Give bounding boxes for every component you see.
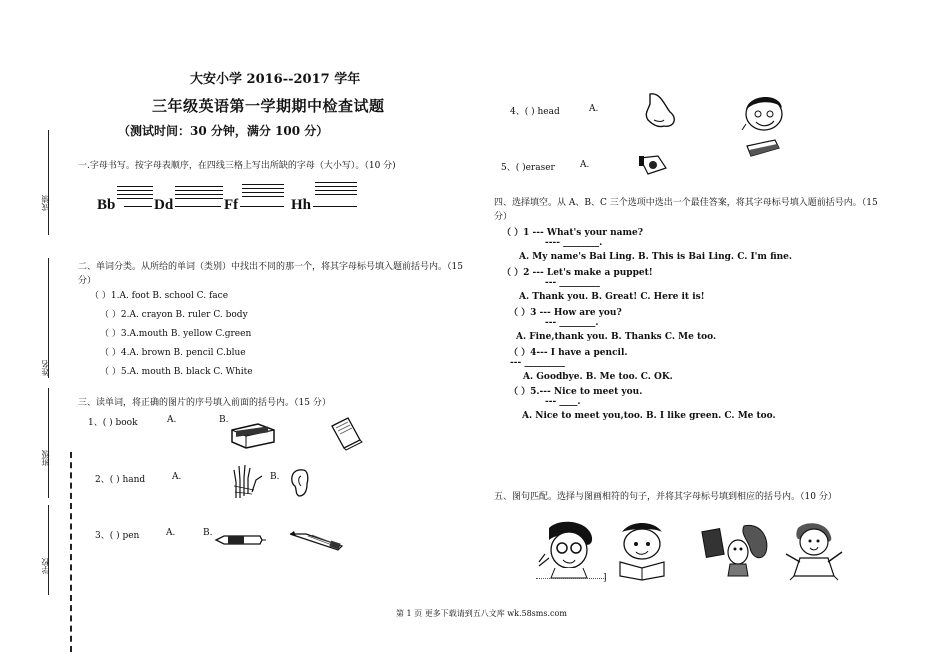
match-bracket: ] xyxy=(603,573,607,583)
ear-picture xyxy=(287,466,311,498)
q-book-opt-a: A. xyxy=(167,415,177,425)
write-line-4 xyxy=(313,206,357,207)
s4-q2-blank: --- _________ xyxy=(545,278,600,288)
section5-title: 五、图句匹配。选择与图画相符的句子，并将其字母标号填到相应的括号内。（10 分） xyxy=(494,492,837,502)
name-label: 姓名 xyxy=(41,360,50,376)
exam-info: （测试时间：30 分钟，满分 100 分） xyxy=(118,124,329,138)
letter-lines-1 xyxy=(117,186,153,202)
sharpener-picture xyxy=(638,154,668,178)
q-pen-opt-b: B. xyxy=(203,528,213,538)
section2-item-2: （ ）2.A. crayon B. ruler C. body xyxy=(100,310,248,320)
section1-title: 一.字母书写。按字母表顺序，在四线三格上写出所缺的字母（大小写）。（10 分) xyxy=(78,161,396,171)
squirrel-book-picture xyxy=(700,518,772,580)
s4-q5: （ ）5.--- Nice to meet you. xyxy=(509,387,643,397)
s4-q3-blank: --- ________. xyxy=(545,318,599,328)
s4-q4: （ ）4--- I have a pencil. xyxy=(509,348,628,358)
s4-q3: （ ）3 --- How are you? xyxy=(509,308,622,318)
score-label: 成绩 xyxy=(41,195,50,211)
girl-waving-picture xyxy=(780,518,848,582)
eraser-picture xyxy=(745,138,781,160)
s4-q1-options: A. My name's Bai Ling. B. This is Bai Ling. C. I'm fine. xyxy=(519,252,793,262)
school-label: 学校 xyxy=(41,558,50,574)
hand-picture xyxy=(230,462,266,500)
nose-picture xyxy=(640,90,680,130)
s4-q1: （ ）1 --- What's your name? xyxy=(502,228,644,238)
boy-reading-picture xyxy=(612,518,672,580)
q-book-opt-b: B. xyxy=(219,415,229,425)
letter-ff: Ff xyxy=(224,197,239,213)
class-label: 班级 xyxy=(41,450,50,466)
letter-bb: Bb xyxy=(97,197,116,213)
section2-item-5: （ ）5.A. mouth B. black C. White xyxy=(100,367,253,377)
match-line-1 xyxy=(536,578,606,579)
pen-picture xyxy=(214,532,266,548)
margin-line-4 xyxy=(48,505,49,595)
girl-glasses-picture xyxy=(535,518,603,580)
section3-title: 三、读单词，将正确的图片的序号填入前面的括号内。（15 分） xyxy=(78,398,331,408)
letter-dd: Dd xyxy=(154,197,174,213)
section4-title: 四、选择填空。从 A、B、C 三个选项中选出一个最佳答案，将其字母标号填入题前括号内。（15 分） xyxy=(494,198,878,222)
exam-title: 三年级英语第一学期期中检查试题 xyxy=(152,97,385,115)
page-footer: 第 1 页 更多下载请到五八文库 wk.58sms.com xyxy=(396,609,567,618)
s4-q4-options: A. Goodbye. B. Me too. C. OK. xyxy=(523,372,673,382)
q-eraser: 5、( )eraser xyxy=(501,163,555,173)
write-line-1 xyxy=(124,206,152,207)
letter-lines-4 xyxy=(315,182,357,198)
s4-q4-blank: --- _________ xyxy=(510,358,565,368)
letter-hh: Hh xyxy=(291,197,312,213)
boy-head-picture xyxy=(740,90,790,134)
letter-lines-2 xyxy=(175,186,223,202)
q-hand-opt-b: B. xyxy=(270,472,280,482)
s4-q1-blank: ---- ________. xyxy=(545,238,603,248)
school-year-title: 大安小学 2016--2017 学年 xyxy=(190,72,361,87)
book-picture xyxy=(328,416,364,452)
write-line-2 xyxy=(175,206,221,207)
pencil-case-picture xyxy=(228,420,278,450)
section2-item-4: （ ）4.A. brown B. pencil C.blue xyxy=(100,348,246,358)
pencil-picture xyxy=(286,528,346,552)
letter-lines-3 xyxy=(242,184,284,200)
s4-q3-options: A. Fine,thank you. B. Thanks C. Me too. xyxy=(516,332,717,342)
s4-q5-options: A. Nice to meet you,too. B. I like green. C. Me too. xyxy=(522,411,776,421)
section2-title: 二、单词分类。从所给的单词（类别）中找出不同的那一个，将其字母标号填入题前括号内。（15 分） xyxy=(78,262,463,286)
q-head: 4、( ) head xyxy=(510,107,560,117)
write-line-3 xyxy=(240,206,284,207)
q-pen: 3、( ) pen xyxy=(95,531,140,541)
s4-q5-blank: --- ____. xyxy=(545,397,581,407)
q-head-opt-a: A. xyxy=(589,104,599,114)
s4-q2: （ ）2 --- Let's make a puppet! xyxy=(502,268,653,278)
q-book: 1、( ) book xyxy=(88,418,138,428)
s4-q2-options: A. Thank you. B. Great! C. Here it is! xyxy=(519,292,705,302)
margin-line-1 xyxy=(48,130,49,235)
q-pen-opt-a: A. xyxy=(166,528,176,538)
q-eraser-opt-a: A. xyxy=(580,160,590,170)
margin-line-3 xyxy=(48,388,49,498)
section2-item-3: （ ）3.A.mouth B. yellow C.green xyxy=(100,329,252,339)
q-hand: 2、( ) hand xyxy=(95,475,146,485)
binding-dashed-line xyxy=(70,452,72,652)
section2-item-1: （ ）1.A. foot B. school C. face xyxy=(90,291,229,301)
q-hand-opt-a: A. xyxy=(172,472,182,482)
